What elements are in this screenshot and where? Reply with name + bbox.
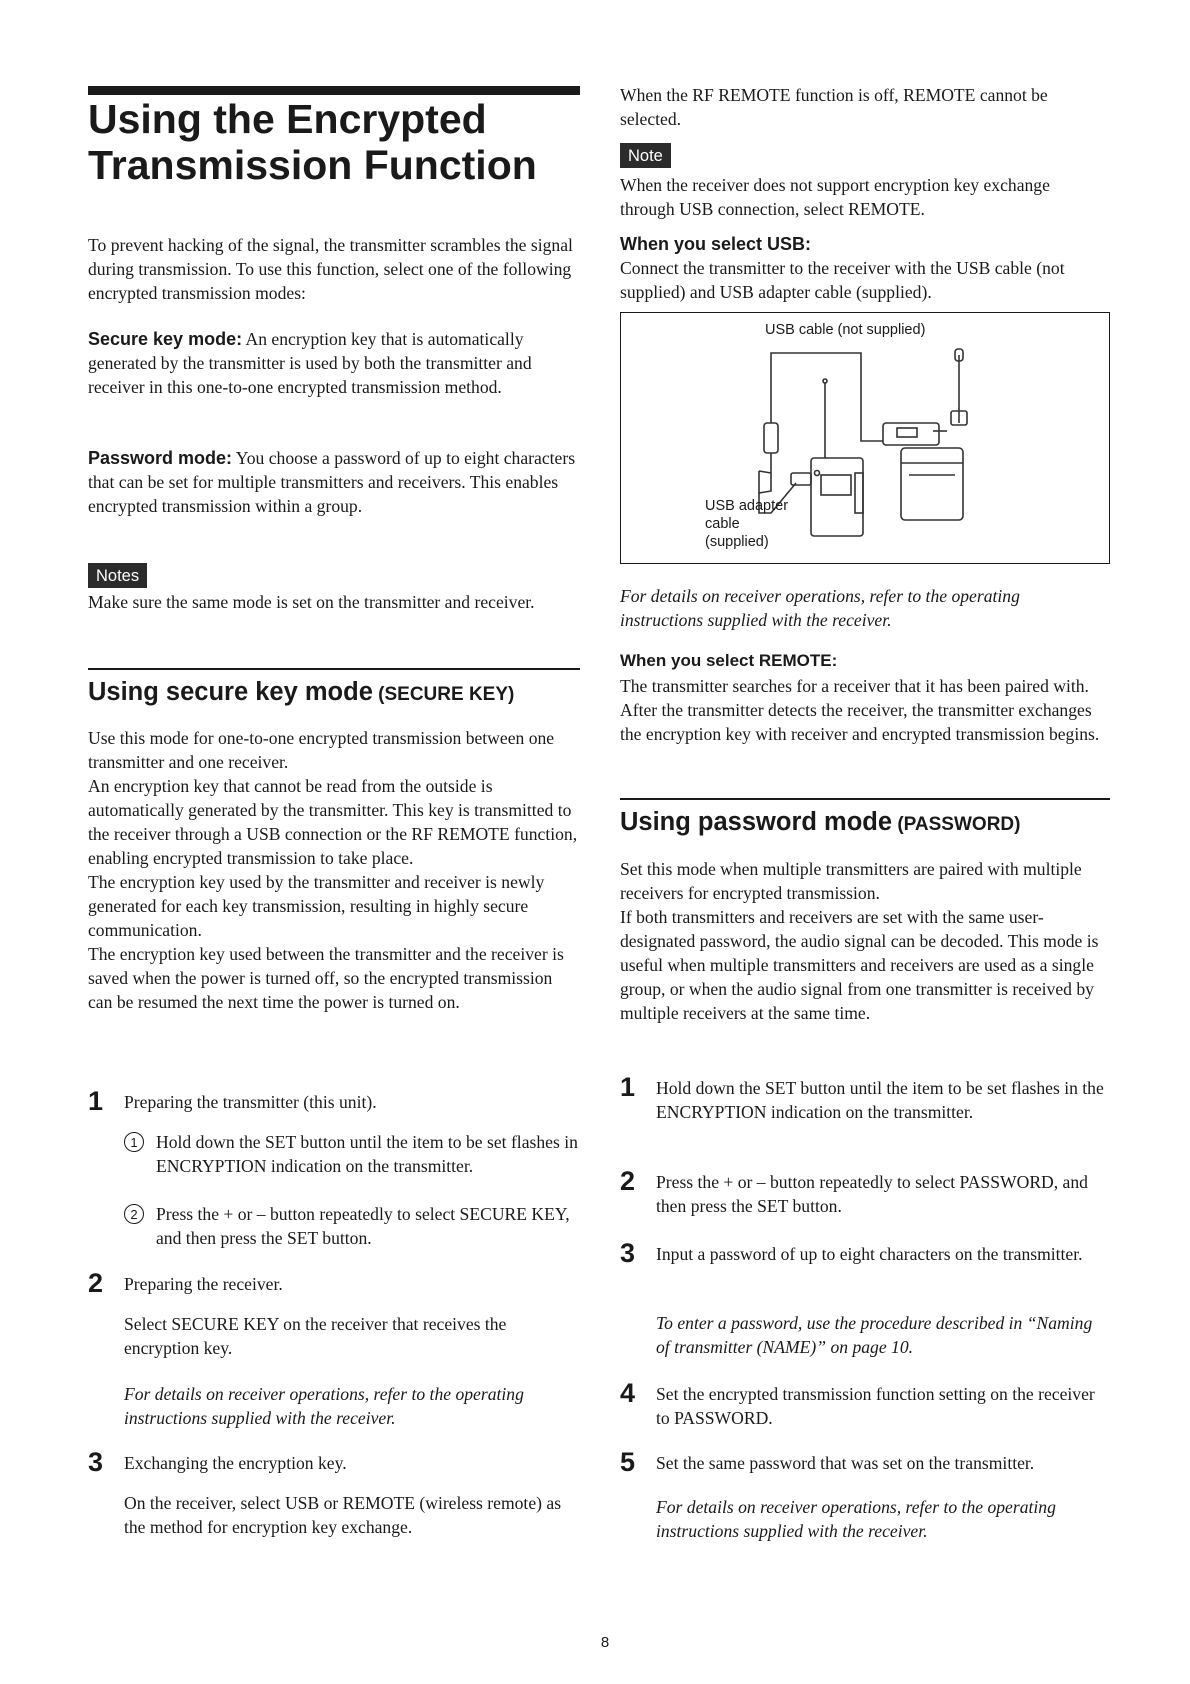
substep-text: Press the + or – button repeatedly to select SECURE KEY, and then press the SET button. [156,1204,570,1248]
step-number: 2 [88,1268,104,1298]
remote-text: The transmitter searches for a receiver that it has been paired with. After the transmitter detects the receiver, the transmitter exchanges the encryption key with receiver and encrypted transmission begins. [620,676,1100,744]
usb-text: Connect the transmitter to the receiver with the USB cable (not supplied) and USB adapter cable (supplied). [620,258,1065,302]
password-step-3-reference: To enter a password, use the procedure described in “Naming of transmitter (NAME)” on page 10. [656,1313,1093,1357]
section-rule [88,668,580,670]
intro-paragraph: To prevent hacking of the signal, the transmitter scrambles the signal during transmission. To use this function, select one of the following encrypted transmission modes: [88,235,573,303]
notes-tag-wrap [88,563,147,588]
step-text: Preparing the receiver. [124,1274,283,1294]
notes-text: Make sure the same mode is set on the transmitter and receiver. [88,592,535,612]
secure-key-mode-definition [88,327,580,399]
password-section-heading [620,798,1110,841]
usb-connection-illustration [621,313,1108,562]
step-number: 4 [620,1378,636,1408]
usb-adapter-label-line-3: (supplied) [705,534,769,550]
description-paragraph-2: An encryption key that cannot be read from the outside is automatically generated by the transmitter. This key is transmitted to the receiver through a USB connection or the RF REMOTE function, enabling encrypted transmission to take place. [88,776,578,868]
password-paragraph-2: If both transmitters and receivers are set with the same user-designated password, the audio signal can be decoded. This mode is useful when multiple transmitters and receivers are used as a single group, or when the audio signal from one transmitter is received by multiple receivers at the same time. [620,907,1099,1023]
password-step-5-reference: For details on receiver operations, refer to the operating instructions supplied with the receiver. [656,1497,1056,1541]
secure-key-mode-term: Secure key mode: [88,329,243,349]
note-text: When the receiver does not support encryption key exchange through USB connection, select REMOTE. [620,175,1050,219]
note-tag: Note [620,143,671,168]
usb-adapter-label-line-1: USB adapter [705,498,789,514]
section-title [88,676,580,711]
usb-connection-figure [620,312,1110,564]
section-title [620,806,1110,841]
step-text: Hold down the SET button until the item to be set flashes in the ENCRYPTION indication on the transmitter. [656,1078,1104,1122]
step-text: Exchanging the encryption key. [124,1453,347,1473]
figure-reference: For details on receiver operations, refer to the operating instructions supplied with the receiver. [620,586,1020,630]
page-number: 8 [600,1634,610,1651]
section-title-main: Using password mode [620,807,893,836]
notes-tag: Notes [88,563,147,588]
usb-heading: When you select USB: [620,234,812,254]
step-text: Preparing the transmitter (this unit). [124,1092,377,1112]
step-number: 1 [620,1072,636,1102]
step-2-reference: For details on receiver operations, refer to the operating instructions supplied with the receiver. [124,1384,524,1428]
page-title [88,96,537,188]
password-mode-text: You choose a password of up to eight characters that can be set for multiple transmitters and receivers. This enables encrypted transmission within a group. [88,448,576,516]
password-description [620,857,1110,1025]
description-paragraph-4: The encryption key used between the transmitter and the receiver is saved when the power is turned off, so the encrypted transmission can be resumed the next time the power is turned on. [88,944,564,1012]
step-number: 3 [88,1447,104,1477]
section-title-main: Using secure key mode [88,677,373,706]
step-text: Set the encrypted transmission function setting on the receiver to PASSWORD. [656,1384,1095,1428]
note-tag-wrap [620,143,671,168]
step-number: 2 [620,1166,636,1196]
password-mode-term: Password mode: [88,448,233,468]
step-number: 5 [620,1447,636,1477]
secure-key-mode-text: An encryption key that is automatically generated by the transmitter is used by both the transmitter and receiver in this one-to-one encrypted transmission method. [88,329,532,397]
description-paragraph-3: The encryption key used by the transmitter and receiver is newly generated for each key transmission, resulting in highly secure communication. [88,872,545,940]
step-3-detail: On the receiver, select USB or REMOTE (wireless remote) as the method for encryption key exchange. [124,1493,562,1537]
usb-cable-label: USB cable (not supplied) [765,322,926,338]
step-number: 3 [620,1238,636,1268]
description-paragraph-1: Use this mode for one-to-one encrypted transmission between one transmitter and one receiver. [88,728,555,772]
secure-key-section-heading [88,668,580,711]
substep-number: 1 [124,1132,144,1152]
step-text: Input a password of up to eight characters on the transmitter. [656,1244,1083,1264]
step-2-detail: Select SECURE KEY on the receiver that receives the encryption key. [124,1314,507,1358]
secure-key-description [88,726,580,1014]
section-rule [620,798,1110,800]
password-mode-definition [88,446,580,518]
title-rule [88,86,580,95]
remote-off-text: When the RF REMOTE function is off, REMOTE cannot be selected. [620,85,1048,129]
remote-heading: When you select REMOTE: [620,651,838,670]
step-text: Set the same password that was set on the transmitter. [656,1453,1035,1473]
title-line-1: Using the Encrypted [88,96,487,142]
step-number: 1 [88,1086,104,1116]
substep-number: 2 [124,1204,144,1224]
substep-text: Hold down the SET button until the item to be set flashes in ENCRYPTION indication on the transmitter. [156,1132,578,1176]
section-title-sub: (SECURE KEY) [372,683,515,705]
step-text: Press the + or – button repeatedly to select PASSWORD, and then press the SET button. [656,1172,1088,1216]
title-line-2: Transmission Function [88,142,537,188]
usb-adapter-label-line-2: cable [705,516,740,532]
password-paragraph-1: Set this mode when multiple transmitters are paired with multiple receivers for encrypted transmission. [620,859,1082,903]
section-title-sub: (PASSWORD) [892,813,1021,835]
